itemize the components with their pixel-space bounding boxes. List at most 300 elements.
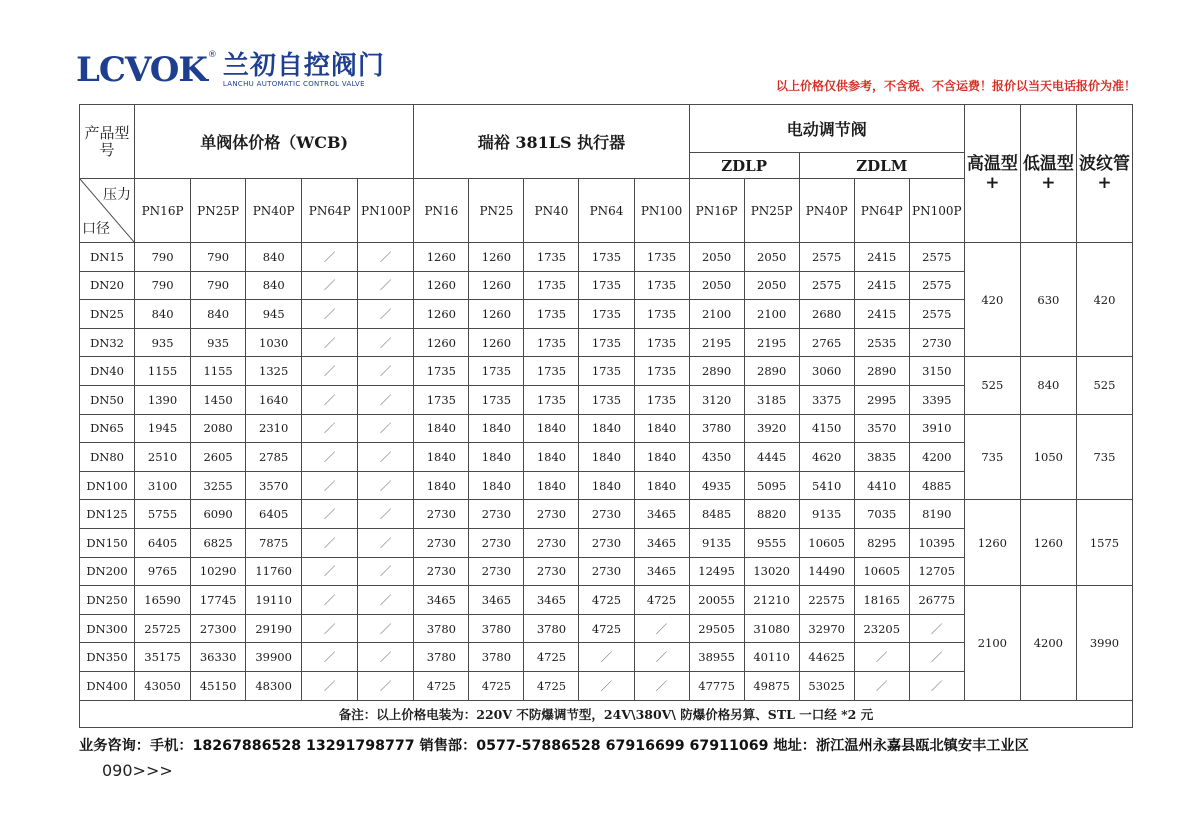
price-cell: 2730 xyxy=(579,528,634,557)
price-cell: 6405 xyxy=(246,500,302,529)
size-label: 口径 xyxy=(82,221,110,237)
remark-note: 备注：以上价格电装为：220V 不防爆调节型，24V\380V\ 防爆价格另算、STL 一口经 *2 元 xyxy=(80,700,1133,727)
price-cell: 2535 xyxy=(854,328,909,357)
price-cell: 1735 xyxy=(579,271,634,300)
price-cell: 1640 xyxy=(246,385,302,414)
price-cell: 2415 xyxy=(854,271,909,300)
price-cell: 3835 xyxy=(854,443,909,472)
nominal-size-cell: DN32 xyxy=(80,328,135,357)
price-cell: 3780 xyxy=(524,614,579,643)
price-cell: 9555 xyxy=(744,528,799,557)
price-cell: 31080 xyxy=(744,614,799,643)
price-cell: 40110 xyxy=(744,643,799,672)
logo-english-name: LANCHU AUTOMATIC CONTROL VALVE xyxy=(222,80,365,88)
price-cell: 2730 xyxy=(579,500,634,529)
price-cell: 3255 xyxy=(191,471,246,500)
price-cell: 3100 xyxy=(135,471,191,500)
pressure-header-cell: PN100P xyxy=(909,179,964,243)
high-temp-header xyxy=(964,105,1020,243)
actuator-header: 瑞裕 381LS 执行器 xyxy=(414,105,689,179)
price-cell: 4885 xyxy=(909,471,964,500)
price-cell: 2730 xyxy=(414,528,469,557)
price-cell: 4725 xyxy=(414,671,469,700)
logo-text xyxy=(223,52,385,88)
product-model-header: 产品型号 xyxy=(80,105,135,179)
price-cell: 2730 xyxy=(524,557,579,586)
price-cell: 2415 xyxy=(854,300,909,329)
price-cell: 3465 xyxy=(634,500,689,529)
nominal-size-cell: DN100 xyxy=(80,471,135,500)
price-cell: 43050 xyxy=(135,671,191,700)
price-cell: 12705 xyxy=(909,557,964,586)
price-cell: ／ xyxy=(358,243,414,272)
price-cell: 11760 xyxy=(246,557,302,586)
low-temp-label: 低温型+ xyxy=(1022,153,1074,193)
price-cell: 8190 xyxy=(909,500,964,529)
price-cell: 4445 xyxy=(744,443,799,472)
price-cell: ／ xyxy=(302,643,358,672)
price-cell: ／ xyxy=(358,671,414,700)
price-cell: ／ xyxy=(302,414,358,443)
price-cell: 2050 xyxy=(744,271,799,300)
price-cell: 1840 xyxy=(524,414,579,443)
price-cell: 790 xyxy=(135,243,191,272)
registered-mark: ® xyxy=(207,50,217,60)
pressure-size-diagonal-header xyxy=(80,179,135,243)
price-cell: ／ xyxy=(302,614,358,643)
price-cell: ／ xyxy=(634,671,689,700)
price-cell: 790 xyxy=(191,243,246,272)
price-cell: 2575 xyxy=(909,300,964,329)
price-cell: 2195 xyxy=(689,328,744,357)
price-cell: 12495 xyxy=(689,557,744,586)
price-cell: 2765 xyxy=(799,328,854,357)
price-cell: 4725 xyxy=(524,643,579,672)
low-temp-header xyxy=(1020,105,1076,243)
price-cell: 1840 xyxy=(414,414,469,443)
price-cell: 1155 xyxy=(135,357,191,386)
price-cell: 3465 xyxy=(524,586,579,615)
nominal-size-cell: DN250 xyxy=(80,586,135,615)
price-cell: 2575 xyxy=(799,271,854,300)
price-cell: 3780 xyxy=(689,414,744,443)
price-cell: ／ xyxy=(854,643,909,672)
price-cell: 1840 xyxy=(469,443,524,472)
price-cell: 1260 xyxy=(469,300,524,329)
price-cell: 2050 xyxy=(689,271,744,300)
pressure-header-cell: PN64P xyxy=(302,179,358,243)
nominal-size-cell: DN50 xyxy=(80,385,135,414)
price-cell: 2100 xyxy=(744,300,799,329)
price-cell: 1840 xyxy=(414,443,469,472)
price-cell: 26775 xyxy=(909,586,964,615)
price-cell: 3185 xyxy=(744,385,799,414)
price-cell: 2100 xyxy=(689,300,744,329)
price-cell: 1155 xyxy=(191,357,246,386)
price-cell: 3910 xyxy=(909,414,964,443)
price-cell: 39900 xyxy=(246,643,302,672)
price-cell: 6405 xyxy=(135,528,191,557)
price-cell: 935 xyxy=(135,328,191,357)
price-cell: ／ xyxy=(302,500,358,529)
price-cell: ／ xyxy=(909,643,964,672)
price-cell: 3570 xyxy=(246,471,302,500)
bellows-header xyxy=(1076,105,1132,243)
table-row xyxy=(80,243,1133,272)
logo-chinese-name: 兰初自控阀门 xyxy=(222,51,385,81)
price-cell: 23205 xyxy=(854,614,909,643)
nominal-size-cell: DN65 xyxy=(80,414,135,443)
price-cell: 2730 xyxy=(414,557,469,586)
pressure-label: 压力 xyxy=(103,187,132,203)
price-cell: 38955 xyxy=(689,643,744,672)
price-cell: 1735 xyxy=(469,357,524,386)
price-cell: 1840 xyxy=(469,414,524,443)
price-cell: ／ xyxy=(358,443,414,472)
pressure-header-cell: PN16P xyxy=(135,179,191,243)
price-cell: ／ xyxy=(579,671,634,700)
price-cell: 10290 xyxy=(191,557,246,586)
price-cell: 22575 xyxy=(799,586,854,615)
low-surcharge-cell: 1050 xyxy=(1020,414,1076,500)
price-cell: ／ xyxy=(302,471,358,500)
price-cell: 1735 xyxy=(579,300,634,329)
price-cell: 9135 xyxy=(799,500,854,529)
price-cell: 1735 xyxy=(524,300,579,329)
price-cell: 1840 xyxy=(414,471,469,500)
price-cell: 16590 xyxy=(135,586,191,615)
price-cell: ／ xyxy=(302,586,358,615)
price-cell: 3465 xyxy=(469,586,524,615)
price-cell: 3780 xyxy=(414,614,469,643)
price-cell: 1450 xyxy=(191,385,246,414)
price-cell: 3780 xyxy=(414,643,469,672)
price-cell: 1735 xyxy=(634,328,689,357)
price-cell: 1735 xyxy=(469,385,524,414)
price-cell: 9135 xyxy=(689,528,744,557)
low-surcharge-cell: 1260 xyxy=(1020,500,1076,586)
price-cell: 1840 xyxy=(579,471,634,500)
low-surcharge-cell: 4200 xyxy=(1020,586,1076,700)
price-cell: 840 xyxy=(191,300,246,329)
price-cell: 2730 xyxy=(469,500,524,529)
price-cell: 2310 xyxy=(246,414,302,443)
high-surcharge-cell: 525 xyxy=(964,357,1020,414)
price-cell: 1840 xyxy=(524,471,579,500)
price-cell: 1735 xyxy=(524,243,579,272)
price-cell: 29190 xyxy=(246,614,302,643)
price-cell: 8295 xyxy=(854,528,909,557)
price-cell: 2050 xyxy=(744,243,799,272)
nominal-size-cell: DN350 xyxy=(80,643,135,672)
price-cell: 2050 xyxy=(689,243,744,272)
price-cell: 4150 xyxy=(799,414,854,443)
pressure-header-cell: PN100P xyxy=(358,179,414,243)
electric-valve-header: 电动调节阀 xyxy=(689,105,964,153)
price-cell: 840 xyxy=(246,243,302,272)
table-row xyxy=(80,414,1133,443)
price-cell: 1735 xyxy=(634,300,689,329)
pressure-header-cell: PN100 xyxy=(634,179,689,243)
price-cell: ／ xyxy=(909,671,964,700)
pressure-header-cell: PN40P xyxy=(246,179,302,243)
price-cell: 3150 xyxy=(909,357,964,386)
price-cell: 2995 xyxy=(854,385,909,414)
bellows-surcharge-cell: 1575 xyxy=(1076,500,1132,586)
price-cell: 2195 xyxy=(744,328,799,357)
price-cell: 1840 xyxy=(634,471,689,500)
price-cell: ／ xyxy=(358,328,414,357)
price-cell: 1735 xyxy=(579,328,634,357)
low-surcharge-cell: 840 xyxy=(1020,357,1076,414)
price-cell: 4200 xyxy=(909,443,964,472)
price-cell: 1735 xyxy=(634,271,689,300)
pressure-header-cell: PN64 xyxy=(579,179,634,243)
price-cell: ／ xyxy=(302,528,358,557)
price-cell: 1735 xyxy=(524,328,579,357)
price-cell: 48300 xyxy=(246,671,302,700)
price-cell: ／ xyxy=(358,385,414,414)
price-cell: 36330 xyxy=(191,643,246,672)
price-cell: 3465 xyxy=(414,586,469,615)
price-cell: 32970 xyxy=(799,614,854,643)
price-cell: 4620 xyxy=(799,443,854,472)
price-cell: ／ xyxy=(358,271,414,300)
price-cell: 5755 xyxy=(135,500,191,529)
company-logo xyxy=(76,52,385,92)
price-cell: 2730 xyxy=(469,557,524,586)
price-cell: ／ xyxy=(579,643,634,672)
price-cell: 3780 xyxy=(469,643,524,672)
table-row xyxy=(80,586,1133,615)
price-cell: 1260 xyxy=(414,328,469,357)
price-cell: 1735 xyxy=(414,357,469,386)
price-cell: ／ xyxy=(358,500,414,529)
price-cell: ／ xyxy=(358,586,414,615)
high-surcharge-cell: 1260 xyxy=(964,500,1020,586)
valve-body-price-header: 单阀体价格（WCB) xyxy=(135,105,414,179)
price-cell: 3060 xyxy=(799,357,854,386)
zdlp-header: ZDLP xyxy=(689,153,799,179)
price-cell: 5095 xyxy=(744,471,799,500)
price-cell: 35175 xyxy=(135,643,191,672)
nominal-size-cell: DN400 xyxy=(80,671,135,700)
nominal-size-cell: DN125 xyxy=(80,500,135,529)
nominal-size-cell: DN25 xyxy=(80,300,135,329)
price-cell: 2080 xyxy=(191,414,246,443)
price-cell: 29505 xyxy=(689,614,744,643)
price-cell: 8820 xyxy=(744,500,799,529)
nominal-size-cell: DN15 xyxy=(80,243,135,272)
price-cell: 9765 xyxy=(135,557,191,586)
price-cell: 45150 xyxy=(191,671,246,700)
price-cell: 21210 xyxy=(744,586,799,615)
price-cell: 1840 xyxy=(579,443,634,472)
pressure-header-cell: PN25P xyxy=(191,179,246,243)
high-surcharge-cell: 2100 xyxy=(964,586,1020,700)
price-cell: 1735 xyxy=(524,271,579,300)
price-cell: 8485 xyxy=(689,500,744,529)
price-cell: 4725 xyxy=(524,671,579,700)
price-cell: 3120 xyxy=(689,385,744,414)
price-cell: 2730 xyxy=(524,500,579,529)
price-cell: 1735 xyxy=(579,385,634,414)
price-cell: 1945 xyxy=(135,414,191,443)
price-cell: 4725 xyxy=(579,586,634,615)
price-cell: 47775 xyxy=(689,671,744,700)
price-cell: 2730 xyxy=(579,557,634,586)
nominal-size-cell: DN40 xyxy=(80,357,135,386)
price-notice: 以上价格仅供参考，不含税、不含运费！报价以当天电话报价为准！ xyxy=(775,79,1136,93)
price-cell: 1840 xyxy=(579,414,634,443)
price-cell: 1030 xyxy=(246,328,302,357)
high-temp-label: 高温型+ xyxy=(966,153,1018,193)
price-cell: 7875 xyxy=(246,528,302,557)
price-cell: ／ xyxy=(302,385,358,414)
pressure-header-cell: PN16P xyxy=(689,179,744,243)
pressure-header-cell: PN25 xyxy=(469,179,524,243)
price-cell: 2605 xyxy=(191,443,246,472)
price-cell: 1840 xyxy=(524,443,579,472)
price-cell: 840 xyxy=(135,300,191,329)
price-cell: 44625 xyxy=(799,643,854,672)
price-cell: 3395 xyxy=(909,385,964,414)
price-cell: 19110 xyxy=(246,586,302,615)
price-cell: 6090 xyxy=(191,500,246,529)
price-cell: 840 xyxy=(246,271,302,300)
price-cell: 10605 xyxy=(854,557,909,586)
price-cell: ／ xyxy=(302,243,358,272)
price-cell: ／ xyxy=(634,614,689,643)
price-cell: ／ xyxy=(302,671,358,700)
price-cell: 2575 xyxy=(909,271,964,300)
price-cell: 49875 xyxy=(744,671,799,700)
price-cell: 2575 xyxy=(799,243,854,272)
high-surcharge-cell: 735 xyxy=(964,414,1020,500)
price-cell: 1840 xyxy=(634,414,689,443)
pressure-header-cell: PN40 xyxy=(524,179,579,243)
bellows-surcharge-cell: 420 xyxy=(1076,243,1132,357)
price-cell: 1735 xyxy=(634,385,689,414)
low-surcharge-cell: 630 xyxy=(1020,243,1076,357)
nominal-size-cell: DN80 xyxy=(80,443,135,472)
price-cell: 10605 xyxy=(799,528,854,557)
price-cell: 1260 xyxy=(469,328,524,357)
price-cell: 4725 xyxy=(469,671,524,700)
price-cell: 1735 xyxy=(579,243,634,272)
price-cell: 2730 xyxy=(469,528,524,557)
price-cell: 790 xyxy=(135,271,191,300)
pressure-header-cell: PN16 xyxy=(414,179,469,243)
price-cell: 2575 xyxy=(909,243,964,272)
price-cell: 1260 xyxy=(414,243,469,272)
table-row xyxy=(80,357,1133,386)
price-cell: 4725 xyxy=(579,614,634,643)
price-cell: 2890 xyxy=(744,357,799,386)
price-cell: 3780 xyxy=(469,614,524,643)
price-cell: 1260 xyxy=(414,300,469,329)
price-cell: 10395 xyxy=(909,528,964,557)
bellows-label: 波纹管+ xyxy=(1078,153,1130,193)
price-cell: 5410 xyxy=(799,471,854,500)
nominal-size-cell: DN20 xyxy=(80,271,135,300)
price-cell: 4725 xyxy=(634,586,689,615)
price-cell: ／ xyxy=(358,357,414,386)
bellows-surcharge-cell: 525 xyxy=(1076,357,1132,414)
logo-mark: LCVOK xyxy=(76,50,207,90)
price-cell: ／ xyxy=(358,614,414,643)
price-cell: ／ xyxy=(358,557,414,586)
price-cell: 4935 xyxy=(689,471,744,500)
price-cell: 1260 xyxy=(469,271,524,300)
price-cell: ／ xyxy=(302,300,358,329)
price-cell: 2890 xyxy=(854,357,909,386)
price-cell: 17745 xyxy=(191,586,246,615)
price-cell: 1325 xyxy=(246,357,302,386)
price-cell: ／ xyxy=(302,357,358,386)
price-cell: ／ xyxy=(358,471,414,500)
price-cell: ／ xyxy=(634,643,689,672)
price-cell: ／ xyxy=(302,328,358,357)
price-cell: 53025 xyxy=(799,671,854,700)
price-cell: 2730 xyxy=(909,328,964,357)
price-cell: 945 xyxy=(246,300,302,329)
price-cell: 27300 xyxy=(191,614,246,643)
page-number: 090>>> xyxy=(102,761,173,780)
price-cell: 14490 xyxy=(799,557,854,586)
price-cell: ／ xyxy=(302,443,358,472)
price-cell: 2510 xyxy=(135,443,191,472)
price-cell: 2730 xyxy=(524,528,579,557)
price-cell: 7035 xyxy=(854,500,909,529)
price-cell: 1260 xyxy=(414,271,469,300)
table-row xyxy=(80,500,1133,529)
contact-info: 业务咨询：手机：18267886528 13291798777 销售部：0577-57886528 67916699 67911069 地址：浙江温州永嘉县瓯北镇安丰工业区 xyxy=(79,738,1029,754)
pressure-header-cell: PN40P xyxy=(799,179,854,243)
price-cell: 3375 xyxy=(799,385,854,414)
high-surcharge-cell: 420 xyxy=(964,243,1020,357)
price-cell: ／ xyxy=(909,614,964,643)
price-cell: 935 xyxy=(191,328,246,357)
price-cell: 2730 xyxy=(414,500,469,529)
zdlm-header: ZDLM xyxy=(799,153,964,179)
pressure-header-cell: PN64P xyxy=(854,179,909,243)
price-cell: 13020 xyxy=(744,557,799,586)
pressure-header-cell: PN25P xyxy=(744,179,799,243)
price-cell: 2785 xyxy=(246,443,302,472)
price-cell: 25725 xyxy=(135,614,191,643)
price-cell: 18165 xyxy=(854,586,909,615)
price-cell: 20055 xyxy=(689,586,744,615)
price-cell: 1390 xyxy=(135,385,191,414)
price-cell: 4410 xyxy=(854,471,909,500)
price-cell: 2890 xyxy=(689,357,744,386)
price-table xyxy=(79,104,1133,728)
bellows-surcharge-cell: 735 xyxy=(1076,414,1132,500)
price-cell: 2415 xyxy=(854,243,909,272)
price-cell: 1260 xyxy=(469,243,524,272)
price-cell: 1840 xyxy=(469,471,524,500)
price-cell: ／ xyxy=(854,671,909,700)
price-cell: 2680 xyxy=(799,300,854,329)
nominal-size-cell: DN300 xyxy=(80,614,135,643)
price-cell: ／ xyxy=(302,557,358,586)
price-cell: 6825 xyxy=(191,528,246,557)
price-cell: 1735 xyxy=(524,385,579,414)
price-cell: ／ xyxy=(302,271,358,300)
price-cell: 3920 xyxy=(744,414,799,443)
nominal-size-cell: DN200 xyxy=(80,557,135,586)
